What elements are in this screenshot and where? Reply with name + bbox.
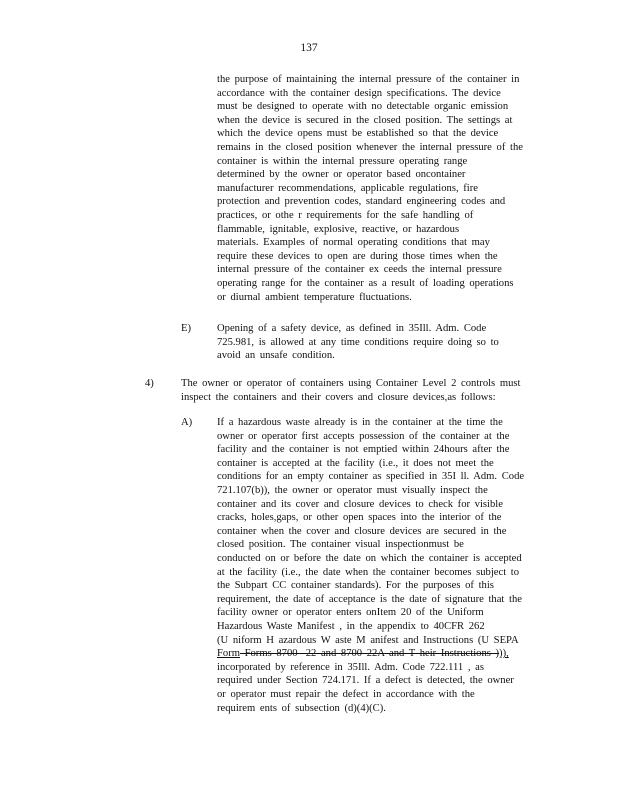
text-line: avoid an unsafe condition. <box>217 350 335 362</box>
text-line: protection and prevention codes, standard engineering codes and <box>217 196 506 208</box>
text-line: manufacturer recommendations, applicable regulations, fire <box>217 182 478 194</box>
text-line: flammable, ignitable, explosive, reactive, or hazardous <box>217 223 460 235</box>
text-line: conducted on or before the date on which the container is accepted <box>217 553 522 564</box>
text-line: If a hazardous waste already is in the container at the time the <box>217 417 503 428</box>
text-line: container is within the internal pressure operating range <box>217 155 468 167</box>
text-line: determined by the owner or operator based oncontainer <box>217 169 466 181</box>
text-line: remains in the closed position whenever the internal pressure of the <box>217 142 523 153</box>
text-line: 725.981, is allowed at any time conditions require doing so to <box>217 336 499 348</box>
text-line: accordance with the container design specifications. The device <box>217 87 501 99</box>
text-line: the Subpart CC container standards). For the purposes of this <box>217 580 494 592</box>
text-line: incorporated by reference in 35Ill. Adm. Code 722.111 , as <box>217 661 484 673</box>
text-line: cracks, holes,gaps, or other open spaces into the interior of the <box>217 512 502 524</box>
text-line: must be designed to operate with no detectable organic emission <box>217 101 509 113</box>
text-line: container and its cover and closure devices to check for visible <box>217 498 503 510</box>
text-line: materials. Examples of normal operating conditions that may <box>217 237 490 249</box>
list-marker-e: E) <box>181 323 191 334</box>
text-line: inspect the containers and their covers and closure devices,as follows: <box>181 391 496 403</box>
text-line: when the device is secured in the closed position. The settings at <box>217 114 513 126</box>
text-line: or operator must repair the defect in accordance with the <box>217 689 475 700</box>
text-line: the purpose of maintaining the internal pressure of the container in <box>217 74 520 85</box>
text-line: or diurnal ambient temperature fluctuations. <box>217 291 412 303</box>
list-marker-4: 4) <box>145 378 154 389</box>
text-line: The owner or operator of containers using Container Level 2 controls must <box>181 378 521 389</box>
text-line: closed position. The container visual inspectionmust be <box>217 539 464 551</box>
list-marker-a: A) <box>181 417 193 428</box>
underlined-insertion: Form <box>217 648 240 660</box>
text-line: operating range for the container as a result of loading operations <box>217 278 514 289</box>
text-line: 721.107(b)), the owner or operator must visually inspect the <box>217 485 488 496</box>
text-line: Hazardous Waste Manifest , in the appendix to 40CFR 262 <box>217 621 485 632</box>
text-line: which the device opens must be established so that the device <box>217 128 499 140</box>
text-line: conditions for an empty container as specified in 35I ll. Adm. Code <box>217 471 525 483</box>
text-line: owner or operator first accepts possession of the container at the <box>217 430 510 442</box>
form-line-tail: )), <box>499 648 509 660</box>
text-line: Opening of a safety device, as defined in 35Ill. Adm. Code <box>217 323 487 334</box>
text-line: container when the cover and closure devices are secured in the <box>217 525 507 537</box>
text-line: at the facility (i.e., the date when the container becomes subject to <box>217 566 520 578</box>
text-line: container is accepted at the facility (i.e., it does not meet the <box>217 457 494 469</box>
page-number: 137 <box>300 42 318 54</box>
text-line: requirem ents of subsection (d)(4)(C). <box>217 702 386 714</box>
text-line: internal pressure of the container ex ceeds the internal pressure <box>217 264 502 276</box>
text-line: practices, or othe r requirements for the safe handling of <box>217 210 474 221</box>
text-line: (U niform H azardous W aste M anifest and Instructions (U SEPA <box>217 634 519 646</box>
struck-deletion: Forms 8700 -22 and 8700 22A and T heir Instructions ) <box>239 648 500 660</box>
text-line: required under Section 724.171. If a defect is detected, the owner <box>217 675 514 687</box>
text-line: require these devices to open are during those times when the <box>217 250 498 262</box>
form-reference-line <box>217 647 509 661</box>
text-line: requirement, the date of acceptance is the date of signature that the <box>217 593 522 605</box>
text-line: facility and the container is not emptied within 24hours after the <box>217 444 510 456</box>
text-line: facility owner or operator enters onItem 20 of the Uniform <box>217 607 484 619</box>
